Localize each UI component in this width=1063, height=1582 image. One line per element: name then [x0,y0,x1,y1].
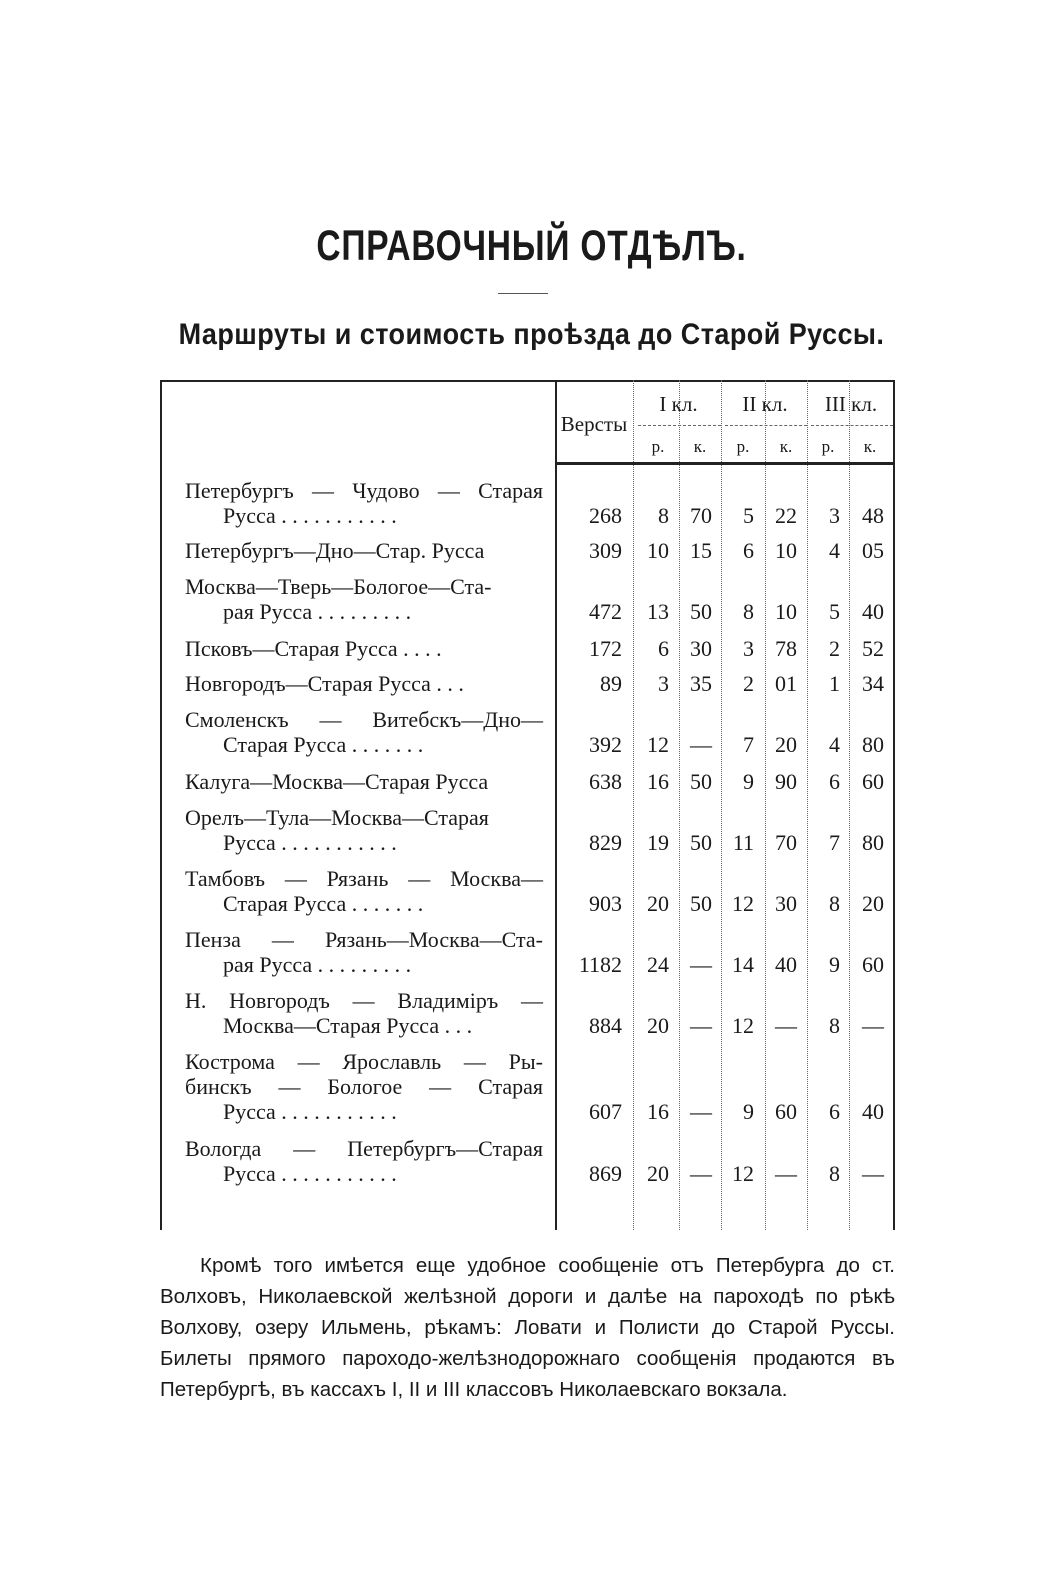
header-c2-rub: р. [736,437,750,456]
cell-c1r: 20 [647,1161,669,1186]
cell-c3r: 6 [829,769,840,794]
cell-c2k: 22 [775,503,797,528]
route-cell [185,1136,543,1186]
route-line: Русса . . . . . . . . . . . [223,503,397,528]
cell-versty: 472 [589,599,622,624]
fares-table [160,380,895,1230]
route-line: рая Русса . . . . . . . . . [223,599,412,624]
cell-c2k: 60 [775,1099,797,1124]
cell-c2r: 2 [743,671,754,696]
cell-c3k: 80 [862,830,884,855]
cell-c2r: 7 [743,732,754,757]
column-divider-route [555,380,557,1230]
cell-c1k: — [690,1099,712,1124]
route-line: Русса . . . . . . . . . . . [223,1161,397,1186]
cell-c2r: 3 [743,636,754,661]
route-line: бинскъ — Бологое — Старая [185,1074,543,1099]
cell-versty: 89 [600,671,622,696]
cell-c3r: 3 [829,503,840,528]
cell-c2k: 90 [775,769,797,794]
cell-versty: 1182 [578,952,622,977]
cell-c3k: — [862,1013,884,1038]
cell-c3k: 40 [862,1099,884,1124]
cell-c2r: 6 [743,538,754,563]
cell-c1r: 10 [647,538,669,563]
cell-c2k: 10 [775,599,797,624]
cell-c2r: 12 [732,1013,754,1038]
cell-c3r: 5 [829,599,840,624]
header-c3-kop: к. [863,437,877,456]
route-line: Смоленскъ — Витебскъ—Дно— [185,707,543,732]
header-rule [555,462,895,465]
route-line: Тамбовъ — Рязань — Москва— [185,866,543,891]
cell-c3k: — [862,1161,884,1186]
table-top-border [160,380,895,382]
cell-c3r: 9 [829,952,840,977]
cell-versty: 309 [589,538,622,563]
cell-c1k: 35 [690,671,712,696]
route-line: Орелъ—Тула—Москва—Старая [185,805,489,830]
cell-c1r: 13 [647,599,669,624]
cell-c2k: 30 [775,891,797,916]
cell-c3r: 8 [829,1161,840,1186]
cell-c3r: 2 [829,636,840,661]
route-cell [185,574,543,624]
cell-versty: 884 [589,1013,622,1038]
route-cell [185,769,543,794]
cell-c1k: 50 [690,891,712,916]
cell-c3r: 1 [829,671,840,696]
cell-c1r: 3 [658,671,669,696]
route-line: Москва—Тверь—Бологое—Ста- [185,574,492,599]
header-c1-rub: р. [651,437,665,456]
cell-c1k: 50 [690,769,712,794]
route-line: Москва—Старая Русса . . . [223,1013,473,1038]
cell-c2k: 10 [775,538,797,563]
cell-c1k: 15 [690,538,712,563]
cell-c2r: 9 [743,1099,754,1124]
route-line: Кострома — Ярославль — Ры- [185,1049,543,1074]
route-line: Русса . . . . . . . . . . . [223,830,397,855]
cell-versty: 607 [589,1099,622,1124]
header-class1: I кл. [659,392,698,416]
cell-c3k: 60 [862,769,884,794]
cell-c1r: 24 [647,952,669,977]
route-line: рая Русса . . . . . . . . . [223,952,412,977]
route-line: Новгородъ—Старая Русса . . . [185,671,464,696]
route-cell [185,805,543,855]
route-line: Старая Русса . . . . . . . [223,732,424,757]
cell-versty: 903 [589,891,622,916]
route-cell [185,866,543,916]
route-cell [185,927,543,977]
cell-c2k: — [775,1013,797,1038]
header-c3-rub: р. [821,437,835,456]
cell-c3k: 80 [862,732,884,757]
route-line: Старая Русса . . . . . . . [223,891,424,916]
cell-c3k: 05 [862,538,884,563]
header-class3: III кл. [824,392,878,416]
cell-versty: 392 [589,732,622,757]
route-cell [185,538,543,563]
header-class2: II кл. [742,392,788,416]
cell-c3r: 4 [829,732,840,757]
cell-c2r: 8 [743,599,754,624]
cell-c3r: 8 [829,891,840,916]
cell-c3k: 48 [862,503,884,528]
route-line: Н. Новгородъ — Владиміръ — [185,988,543,1013]
cell-c3k: 40 [862,599,884,624]
cell-c1r: 8 [658,503,669,528]
cell-c3r: 8 [829,1013,840,1038]
header-c1-kop: к. [693,437,707,456]
cell-versty: 172 [589,636,622,661]
cell-c3k: 52 [862,636,884,661]
cell-c2r: 12 [732,891,754,916]
cell-c3r: 7 [829,830,840,855]
cell-c1r: 20 [647,891,669,916]
route-cell [185,636,543,661]
cell-c2k: 40 [775,952,797,977]
route-line: Петербургъ—Дно—Стар. Русса [185,538,485,563]
route-line: Пенза — Рязань—Москва—Ста- [185,927,543,952]
header-c2-kop: к. [779,437,793,456]
route-cell [185,478,543,528]
cell-c1r: 19 [647,830,669,855]
cell-c3r: 6 [829,1099,840,1124]
cell-c3k: 60 [862,952,884,977]
cell-c1k: — [690,732,712,757]
cell-c1k: — [690,952,712,977]
cell-c1k: 50 [690,830,712,855]
cell-c3k: 20 [862,891,884,916]
route-line: Русса . . . . . . . . . . . [223,1099,397,1124]
cell-c2k: — [775,1161,797,1186]
title-divider [498,293,548,294]
page-subtitle: Маршруты и стоимость проѣзда до Старой Руссы. [178,318,885,351]
cell-c1r: 16 [647,1099,669,1124]
cell-c2r: 14 [732,952,754,977]
note-paragraph: Кромѣ того имѣется еще удобное сообщеніе отъ Петербурга до ст. Волховъ, Николаевской желѣзной дороги и далѣе на пароходѣ по рѣкѣ Волхову, озеру Ильмень, рѣкамъ: Ловати и Полисти до Старой Руссы. Билеты прямого пароходо-желѣзнодорожнаго сообщенія продаются въ Петербургѣ, въ кассахъ I, II и III классовъ Николаевскаго вокзала. [160,1254,895,1401]
cell-c1r: 20 [647,1013,669,1038]
cell-c1r: 16 [647,769,669,794]
route-cell [185,1049,543,1124]
cell-versty: 869 [589,1161,622,1186]
cell-c2r: 5 [743,503,754,528]
cell-c1k: — [690,1013,712,1038]
cell-c2r: 9 [743,769,754,794]
table-left-border [160,380,162,1230]
page-title: СПРАВОЧНЫЙ ОТДѢЛЪ. [316,222,747,270]
cell-c1r: 6 [658,636,669,661]
cell-c3k: 34 [862,671,884,696]
cell-c1k: 70 [690,503,712,528]
route-cell [185,988,543,1038]
header-versty: Версты [560,412,628,436]
cell-versty: 829 [589,830,622,855]
cell-versty: 268 [589,503,622,528]
cell-versty: 638 [589,769,622,794]
cell-c2r: 12 [732,1161,754,1186]
route-cell [185,671,543,696]
cell-c1k: 30 [690,636,712,661]
cell-c1r: 12 [647,732,669,757]
route-line: Псковъ—Старая Русса . . . . [185,636,442,661]
cell-c2k: 20 [775,732,797,757]
route-cell [185,707,543,757]
cell-c2k: 01 [775,671,797,696]
route-line: Петербургъ — Чудово — Старая [185,478,543,503]
cell-c2r: 11 [732,830,754,855]
route-line: Вологда — Петербургъ—Старая [185,1136,543,1161]
route-line: Калуга—Москва—Старая Русса [185,769,489,794]
table-right-border [893,380,895,1230]
cell-c3r: 4 [829,538,840,563]
cell-c2k: 78 [775,636,797,661]
cell-c1k: — [690,1161,712,1186]
cell-c1k: 50 [690,599,712,624]
cell-c2k: 70 [775,830,797,855]
